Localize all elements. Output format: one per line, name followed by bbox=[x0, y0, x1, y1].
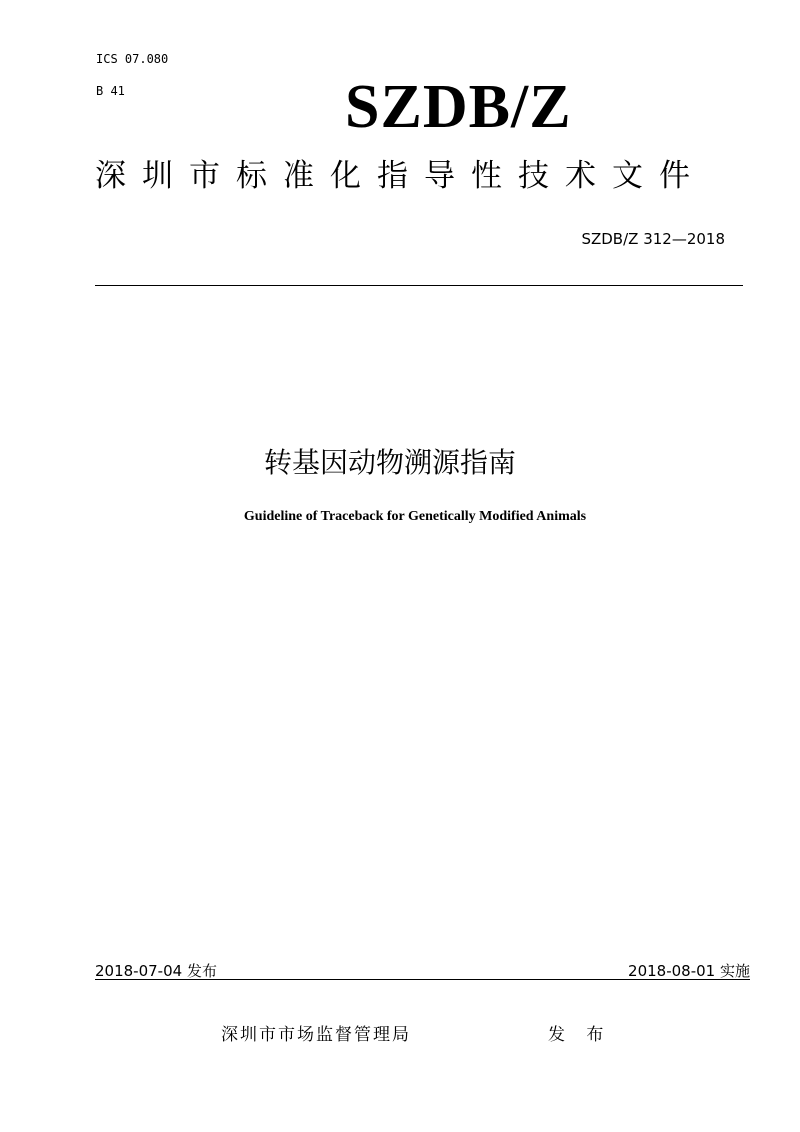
issue-date: 2018-07-04 发布 bbox=[95, 962, 217, 980]
top-divider bbox=[95, 285, 743, 286]
document-type-heading: 深圳市标准化指导性技术文件 bbox=[95, 158, 706, 194]
ics-code: ICS 07.080 bbox=[96, 52, 169, 66]
implementation-date: 2018-08-01 实施 bbox=[628, 962, 750, 980]
document-title-chinese: 转基因动物溯源指南 bbox=[263, 446, 516, 479]
standard-prefix-logo: SZDB/Z bbox=[345, 73, 572, 141]
standard-number: SZDB/Z 312—2018 bbox=[581, 230, 725, 248]
document-title-english: Guideline of Traceback for Genetically Modified Animals bbox=[243, 509, 587, 524]
issue-label: 发 布 bbox=[548, 1025, 612, 1045]
ccs-code: B 41 bbox=[96, 84, 125, 98]
bottom-divider bbox=[95, 979, 750, 980]
issuing-authority: 深圳市市场监督管理局 bbox=[221, 1025, 411, 1045]
